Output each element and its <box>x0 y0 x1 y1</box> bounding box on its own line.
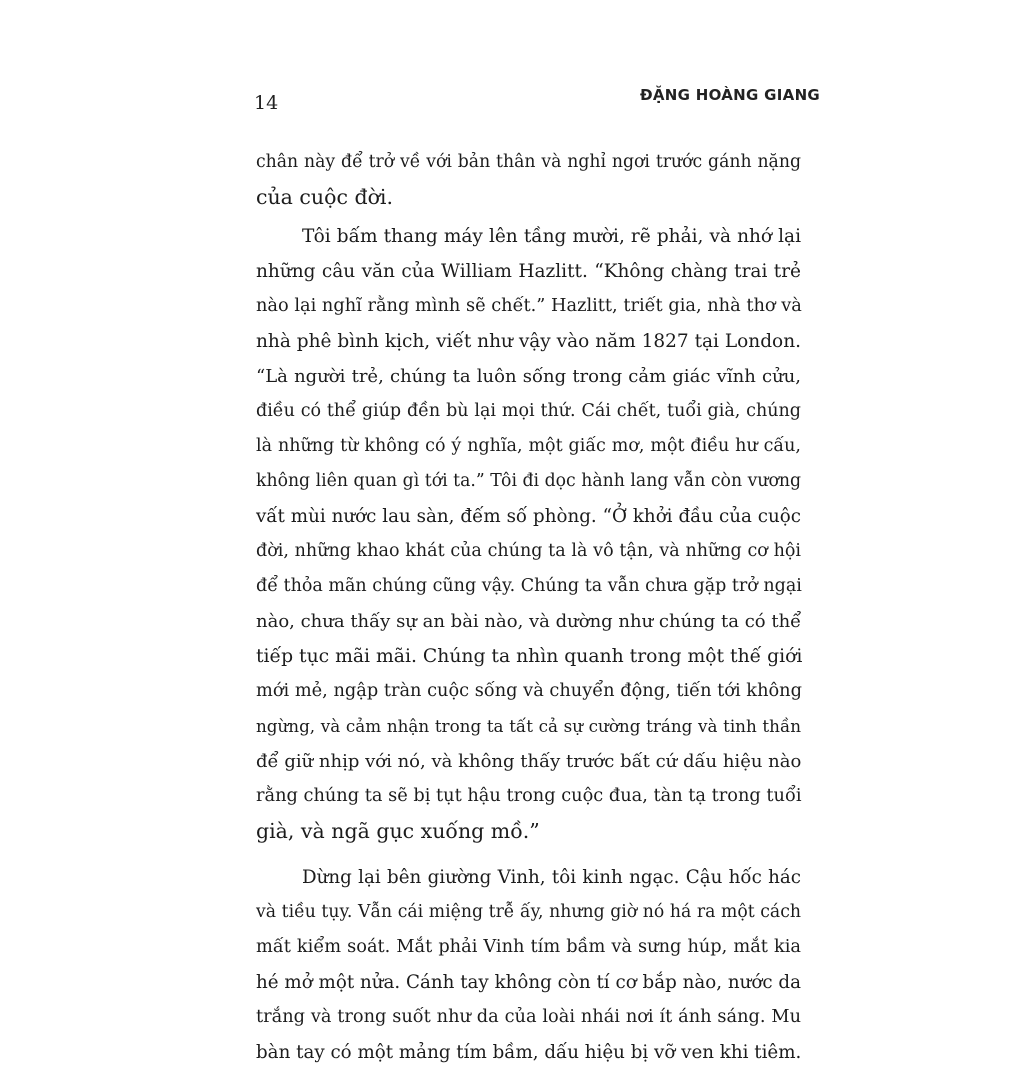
body-text <box>256 145 801 1070</box>
text-line: vất mùi nước lau sàn, đếm số phòng. “Ở khởi đầu của cuộc <box>256 506 801 527</box>
text-line: và tiều tụy. Vẫn cái miệng trễ ấy, nhưng giờ nó há ra một cách <box>256 902 801 922</box>
text-line: không liên quan gì tới ta.” Tôi đi dọc hành lang vẫn còn vương <box>256 471 801 491</box>
text-line: bàn tay có một mảng tím bầm, dấu hiệu bị vỡ ven khi tiêm. <box>256 1042 802 1063</box>
text-line: để giữ nhịp với nó, và không thấy trước bất cứ dấu hiệu nào <box>256 751 802 772</box>
text-line: những câu văn của William Hazlitt. “Không chàng trai trẻ <box>256 261 801 282</box>
text-line: Tôi bấm thang máy lên tầng mười, rẽ phải, và nhớ lại <box>302 226 801 247</box>
text-line: là những từ không có ý nghĩa, một giấc mơ, một điều hư cấu, <box>256 436 801 456</box>
text-line: “Là người trẻ, chúng ta luôn sống trong cảm giác vĩnh cửu, <box>256 366 801 387</box>
text-line: nào lại nghĩ rằng mình sẽ chết.” Hazlitt, triết gia, nhà thơ và <box>256 296 802 316</box>
text-line: Dừng lại bên giường Vinh, tôi kinh ngạc. Cậu hốc hác <box>302 867 801 888</box>
text-line: mới mẻ, ngập tràn cuộc sống và chuyển động, tiến tới không <box>256 681 802 701</box>
text-line: rằng chúng ta sẽ bị tụt hậu trong cuộc đua, tàn tạ trong tuổi <box>256 786 802 806</box>
text-line: nào, chưa thấy sự an bài nào, và dường như chúng ta có thể <box>256 611 802 632</box>
text-line: đời, những khao khát của chúng ta là vô tận, và những cơ hội <box>256 541 801 561</box>
text-line: tiếp tục mãi mãi. Chúng ta nhìn quanh trong một thế giới <box>256 646 803 667</box>
paragraph <box>256 145 801 215</box>
text-line: già, và ngã gục xuống mồ.” <box>256 819 540 843</box>
text-line: để thỏa mãn chúng cũng vậy. Chúng ta vẫn chưa gặp trở ngại <box>256 576 802 596</box>
text-line: hé mở một nửa. Cánh tay không còn tí cơ bắp nào, nước da <box>256 972 801 993</box>
running-head-author: ĐẶNG HOÀNG GIANG <box>640 86 821 104</box>
text-line: nhà phê bình kịch, viết như vậy vào năm 1827 tại London. <box>256 331 801 352</box>
text-line: của cuộc đời. <box>256 185 393 209</box>
text-line: trắng và trong suốt như da của loài nhái nơi ít ánh sáng. Mu <box>256 1007 801 1027</box>
text-line: ngừng, và cảm nhận trong ta tất cả sự cường tráng và tinh thần <box>256 716 801 736</box>
text-line: điều có thể giúp đền bù lại mọi thứ. Cái chết, tuổi già, chúng <box>256 401 801 421</box>
paragraph <box>256 860 801 1070</box>
text-line: chân này để trở về với bản thân và nghỉ ngơi trước gánh nặng <box>256 152 801 172</box>
page-number: 14 <box>254 92 279 114</box>
text-line: mất kiểm soát. Mắt phải Vinh tím bầm và sưng húp, mắt kia <box>256 937 801 957</box>
paragraph <box>256 219 801 849</box>
